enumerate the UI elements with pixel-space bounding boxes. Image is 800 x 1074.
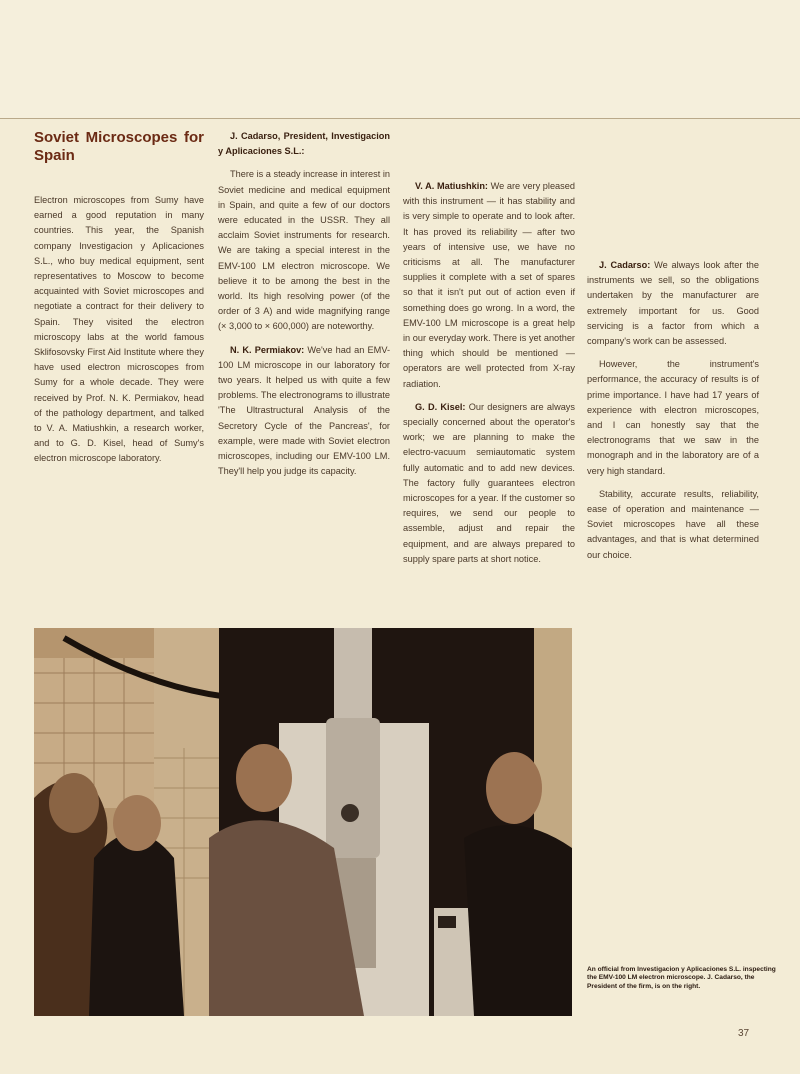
matiushkin-name: V. A. Matiushkin: bbox=[415, 181, 488, 191]
cadarso-paragraph-1: There is a steady increase in interest in Soviet medicine and medical equipment in Spain, and quite a few of our doctors were educated in the USSR. They all acclaim Soviet instruments for research. We are taking a special interest in the EMV-100 LM electron microscope. We believe it to be among the best in the world. Its high resolving power (of the order of 3 A) and wide magnifying range (× 3,000 to × 600,000) are noteworthy. bbox=[218, 169, 390, 332]
permiakov-name: N. K. Permiakov: bbox=[230, 344, 305, 355]
page-number: 37 bbox=[738, 1028, 750, 1039]
kisel-name: G. D. Kisel: bbox=[415, 401, 466, 412]
blank-header-area bbox=[0, 0, 800, 118]
column-1 bbox=[34, 129, 204, 475]
conclusion-paragraph: Stability, accurate results, reliability, ease of operation and maintenance — Soviet microscopes have all these advantages, and that is what determined our choice. bbox=[587, 488, 759, 560]
column-3 bbox=[403, 129, 575, 575]
cadarso-paragraph-2 bbox=[587, 258, 759, 349]
kisel-text: Our designers are always specially concerned about the operator's work; we are planning to make the electro-vacuum semiautomatic system fully automatic and to add new devices. The factory fully guarantees electron microscopes for a year. If the customer so requires, we send our people to assemble, adjust and repair the equipment, and are always prepared to supply spare parts at short notice. bbox=[403, 401, 575, 564]
cadarso-text-2: We always look after the instruments we sell, so the obligations undertaken by the manufacturer are extremely important for us. Good servicing is a factor from which a company's work can be assessed. bbox=[587, 260, 760, 347]
kisel-paragraph bbox=[403, 400, 575, 567]
cadarso-paragraph-3: However, the instrument's performance, the accuracy of results is of prime importance. I have had 17 years of experience with electron microscopes, and I can honestly say that the electronograms that we saw in the monograph and in the laboratory are of a very high standard. bbox=[587, 359, 759, 476]
intro-paragraph: Electron microscopes from Sumy have earned a good reputation in many countries. This year, the Spanish company Investigacion y Aplicaciones S.L., who buy medical equipment, sent representatives to Moscow to become acquainted with Soviet microscopes and negotiate a contract for their delivery to Spain. They visited the electron microscopy labs at the world famous Sklifosovsky First Aid Institute where they have used electron microscopes from Sumy for a whole decade. They were received by Prof. N. K. Permiakov, head of the pathology department, and talked to V. A. Matiushkin, a research worker, and to G. D. Kisel, head of Sumy's electron microscope laboratory. bbox=[34, 195, 204, 464]
cadarso-heading: J. Cadarso, President, Investigacion y Aplicaciones S.L.: bbox=[218, 131, 390, 157]
cadarso-name: J. Cadarso: bbox=[599, 260, 651, 270]
permiakov-text: We've had an EMV-100 LM microscope in our laboratory for two years. It helped us with quite a few problems. The electronograms to illustrate 'The Ultrastructural Analysis of the Secretory Cycle of the Pancreas', for example, were made with Soviet electron microscopes, including our EMV-100 LM. They'll help you judge its capacity. bbox=[218, 344, 390, 477]
matiushkin-paragraph bbox=[403, 179, 575, 392]
header-rule bbox=[0, 118, 800, 119]
column-4 bbox=[587, 258, 759, 571]
article-title: Soviet Microscopes for Spain bbox=[34, 129, 204, 164]
photo-caption: An official from Investigacion y Aplicaciones S.L. inspecting the EMV-100 LM electron microscope. J. Cadarso, the President of the firm, is on the right. bbox=[587, 966, 776, 990]
matiushkin-text: We are very pleased with this instrument — it has stability and is very simple to operate and to look after. It has proved its reliability — after two years of intensive use, we have no criticisms at all. The manufacturer supplies it complete with a set of spares so that it isn't put out of action even if something does go wrong. In a word, the EMV-100 LM microscope is a great help in our everyday work. There is yet another thing which should be mentioned — operators are well protected from X-ray radiation. bbox=[403, 181, 575, 389]
photo-illustration bbox=[34, 628, 572, 1016]
laboratory-photo bbox=[34, 628, 572, 1016]
column-2 bbox=[218, 129, 390, 487]
permiakov-paragraph bbox=[218, 343, 390, 480]
